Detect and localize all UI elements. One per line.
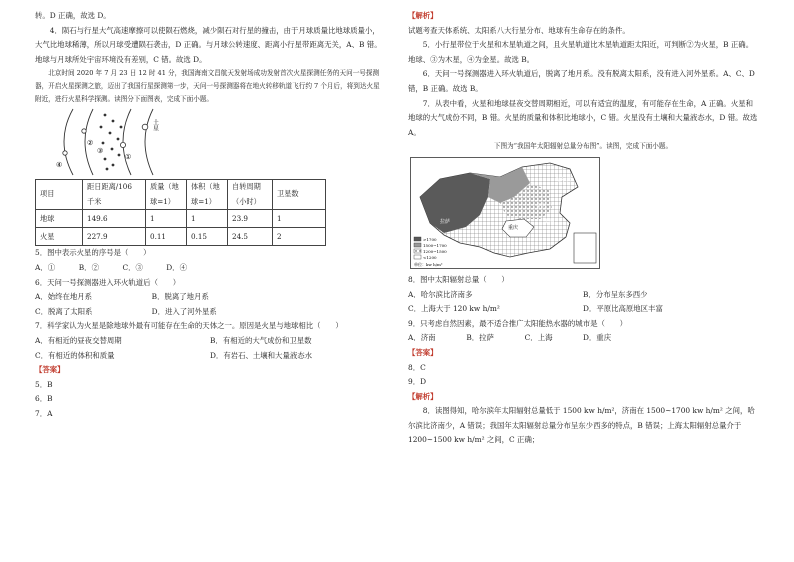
table-cell: 1 bbox=[273, 210, 326, 228]
option: D．重庆 bbox=[582, 333, 612, 343]
south-sea-inset bbox=[574, 233, 596, 263]
q6-options-row2 bbox=[35, 305, 385, 320]
option: A．始终在地月系 bbox=[35, 292, 93, 302]
analysis-5: 5．小行星带位于火星和木星轨道之间，且火星轨道比木星轨道距太阳近，可判断②为火星，B 正确。地球、③为木星，④为金星。故选 B。 bbox=[408, 40, 754, 64]
option: C．上海 bbox=[524, 333, 553, 343]
answer-8: 8．C bbox=[408, 362, 426, 372]
label-saturn: 土星 bbox=[151, 119, 159, 132]
planet-saturn bbox=[142, 124, 148, 130]
asteroid-belt bbox=[100, 114, 123, 171]
option: B．拉萨 bbox=[466, 333, 494, 343]
planet-1 bbox=[63, 151, 67, 155]
table-cell: 23.9 bbox=[228, 210, 273, 228]
option: D．④ bbox=[166, 262, 187, 272]
orbit-diagram bbox=[35, 105, 185, 177]
left-column bbox=[35, 9, 385, 421]
planet-2 bbox=[82, 129, 86, 133]
q8-options-row2 bbox=[408, 302, 758, 317]
orbit-3 bbox=[123, 109, 131, 175]
option: D．进入了河外星系 bbox=[151, 306, 217, 316]
option: B．② bbox=[78, 262, 99, 272]
answer-5: 5．B bbox=[35, 379, 53, 389]
table-header: 质量（地球=1） bbox=[146, 180, 187, 210]
answer-tag: 【答案】 bbox=[35, 365, 65, 375]
planet-data-table bbox=[35, 179, 326, 246]
q8-options-row1 bbox=[408, 288, 758, 303]
paragraph-q4-analysis: 4．陨石与行星大气高速摩擦可以使陨石燃烧，减少陨石对行星的撞击，由于月球质量比地球质量小，大气比地球稀薄，所以月球受遭陨石袭击，D 正确。与月球公转速度、距离小行星带距离无关，A、B 错。地球与月球所处宇宙环境没有差别，C 错。故选 D。 bbox=[35, 25, 382, 64]
answer-6: 6．B bbox=[35, 394, 53, 404]
table-header: 体积（地球=1） bbox=[187, 180, 228, 210]
q7-options-row1 bbox=[35, 334, 385, 349]
question-8: 8．图中太阳辐射总量（ ） bbox=[408, 274, 509, 284]
table-header: 自转周期（小时） bbox=[228, 180, 273, 210]
intro-paragraph: 北京时间 2020 年 7 月 23 日 12 时 41 分，我国海南文昌航天发射场成功发射首次火星探测任务的天问一号探测器，开启火星探测之旅，迈出了我国行星探测第一步，天问一号探测器将在地火转移轨道飞行约 7 个月后，将到达火星附近，进行火星科学探测。读图分下面图表，完成下面小题。 bbox=[35, 69, 380, 103]
table-cell: 1 bbox=[146, 210, 187, 228]
svg-text:<1200: <1200 bbox=[423, 254, 437, 260]
analysis-6: 6．天问一号探测器进入环火轨道后，脱离了地月系。没有脱离太阳系，没有进入河外星系。A、C、D 错，B 正确。故选 B。 bbox=[408, 69, 755, 93]
city-jinan: 济南 bbox=[536, 202, 547, 209]
q9-options bbox=[408, 331, 758, 346]
analysis-8: 8．读图得知，哈尔滨年太阳辐射总量低于 1500 kw h/m²，济南在 1500~1700 kw h/m² 之间，哈尔滨比济南少，A 错误；我国年太阳辐射总量分布呈东少西多的特点，B 错误；上海太阳辐射总量介于 1200~1500 kw h/m² 之间，C 正确； bbox=[408, 406, 755, 445]
question-7: 7．科学家认为火星是除地球外最有可能存在生命的天体之一。原因是火星与地球相比（ ） bbox=[35, 321, 343, 331]
table-row bbox=[36, 228, 326, 246]
table-row bbox=[36, 210, 326, 228]
city-chongqing: 重庆 bbox=[508, 224, 519, 231]
option: C．脱离了太阳系 bbox=[35, 306, 93, 316]
q6-options-row1 bbox=[35, 290, 385, 305]
q5-options bbox=[35, 261, 385, 276]
option: C．上海大于 120 kw h/m² bbox=[408, 304, 500, 314]
option: D．有岩石、土壤和大量液态水 bbox=[210, 350, 313, 360]
table-header-row bbox=[36, 180, 326, 210]
table-cell: 0.11 bbox=[146, 228, 187, 246]
table-header: 项目 bbox=[36, 180, 83, 210]
analysis-7: 7．从表中看，火星和地球昼夜交替周期相近，可以有适宜的温度，有可能存在生命，A 正确。火星和地球的大气成份不同，B 错。火星的质量和体积比地球小，C 错。火星没有土壤和大量液态水，D 错。故选 A。 bbox=[408, 98, 758, 137]
solar-system-diagram bbox=[35, 105, 385, 177]
table-cell: 地球 bbox=[36, 210, 83, 228]
label-3: ③ bbox=[97, 147, 104, 156]
planet-3 bbox=[120, 143, 125, 148]
option: C．有相近的体积和质量 bbox=[35, 350, 115, 360]
answer-tag: 【答案】 bbox=[408, 347, 438, 357]
table-cell: 24.5 bbox=[228, 228, 273, 246]
table-cell: 149.6 bbox=[83, 210, 146, 228]
analysis-intro: 试题考查天体系统、太阳系八大行星分布、地球有生命存在的条件。 bbox=[408, 25, 630, 35]
table-cell: 227.9 bbox=[83, 228, 146, 246]
table-header: 距日距离/106 千米 bbox=[83, 180, 146, 210]
right-column bbox=[408, 9, 758, 448]
question-9: 9．只考虑自然因素，最不适合推广太阳能热水器的城市是（ ） bbox=[408, 318, 628, 328]
question-5: 5．图中表示火星的序号是（ ） bbox=[35, 248, 151, 258]
analysis-tag: 【解析】 bbox=[408, 11, 438, 20]
table-header: 卫星数 bbox=[273, 180, 326, 210]
table-cell: 2 bbox=[273, 228, 326, 246]
table-cell: 0.15 bbox=[187, 228, 228, 246]
option: A．① bbox=[35, 262, 56, 272]
solar-radiation-map bbox=[410, 157, 600, 269]
table-cell: 1 bbox=[187, 210, 228, 228]
svg-text:1500~1700: 1500~1700 bbox=[423, 242, 447, 248]
map-intro: 下图为“我国年太阳辐射总量分布图”。读图，完成下面小题。 bbox=[493, 142, 673, 151]
option: A．济南 bbox=[408, 333, 436, 343]
city-shanghai: 上海 bbox=[544, 218, 555, 225]
answer-9: 9．D bbox=[408, 377, 427, 387]
city-harbin: 哈尔滨 bbox=[556, 176, 572, 183]
orbit-1 bbox=[64, 109, 73, 175]
q7-options-row2 bbox=[35, 349, 385, 364]
question-6: 6．天问一号探测器进入环火轨道后（ ） bbox=[35, 277, 181, 287]
svg-text:单位：kw h/m²: 单位：kw h/m² bbox=[414, 261, 443, 267]
text-line: 转。D 正确，故选 D。 bbox=[35, 11, 111, 20]
analysis-tag: 【解析】 bbox=[408, 391, 438, 401]
answer-7: 7．A bbox=[35, 408, 53, 418]
label-4: ④ bbox=[56, 161, 63, 170]
option: B．有相近的大气成份和卫星数 bbox=[210, 335, 312, 345]
label-1: ① bbox=[125, 153, 132, 162]
city-lhasa: 拉萨 bbox=[440, 218, 451, 225]
option: C．③ bbox=[122, 262, 143, 272]
option: A．哈尔滨比济南多 bbox=[408, 289, 473, 299]
label-2: ② bbox=[87, 139, 94, 148]
table-cell: 火星 bbox=[36, 228, 83, 246]
option: A．有相近的昼夜交替周期 bbox=[35, 335, 122, 345]
option: D．平原比高原地区丰富 bbox=[583, 304, 663, 314]
china-map bbox=[410, 157, 600, 269]
option: B．分布呈东多西少 bbox=[583, 289, 648, 299]
svg-text:>1700: >1700 bbox=[423, 236, 437, 242]
svg-text:1200~1500: 1200~1500 bbox=[423, 248, 447, 254]
option: B．脱离了地月系 bbox=[151, 292, 209, 302]
